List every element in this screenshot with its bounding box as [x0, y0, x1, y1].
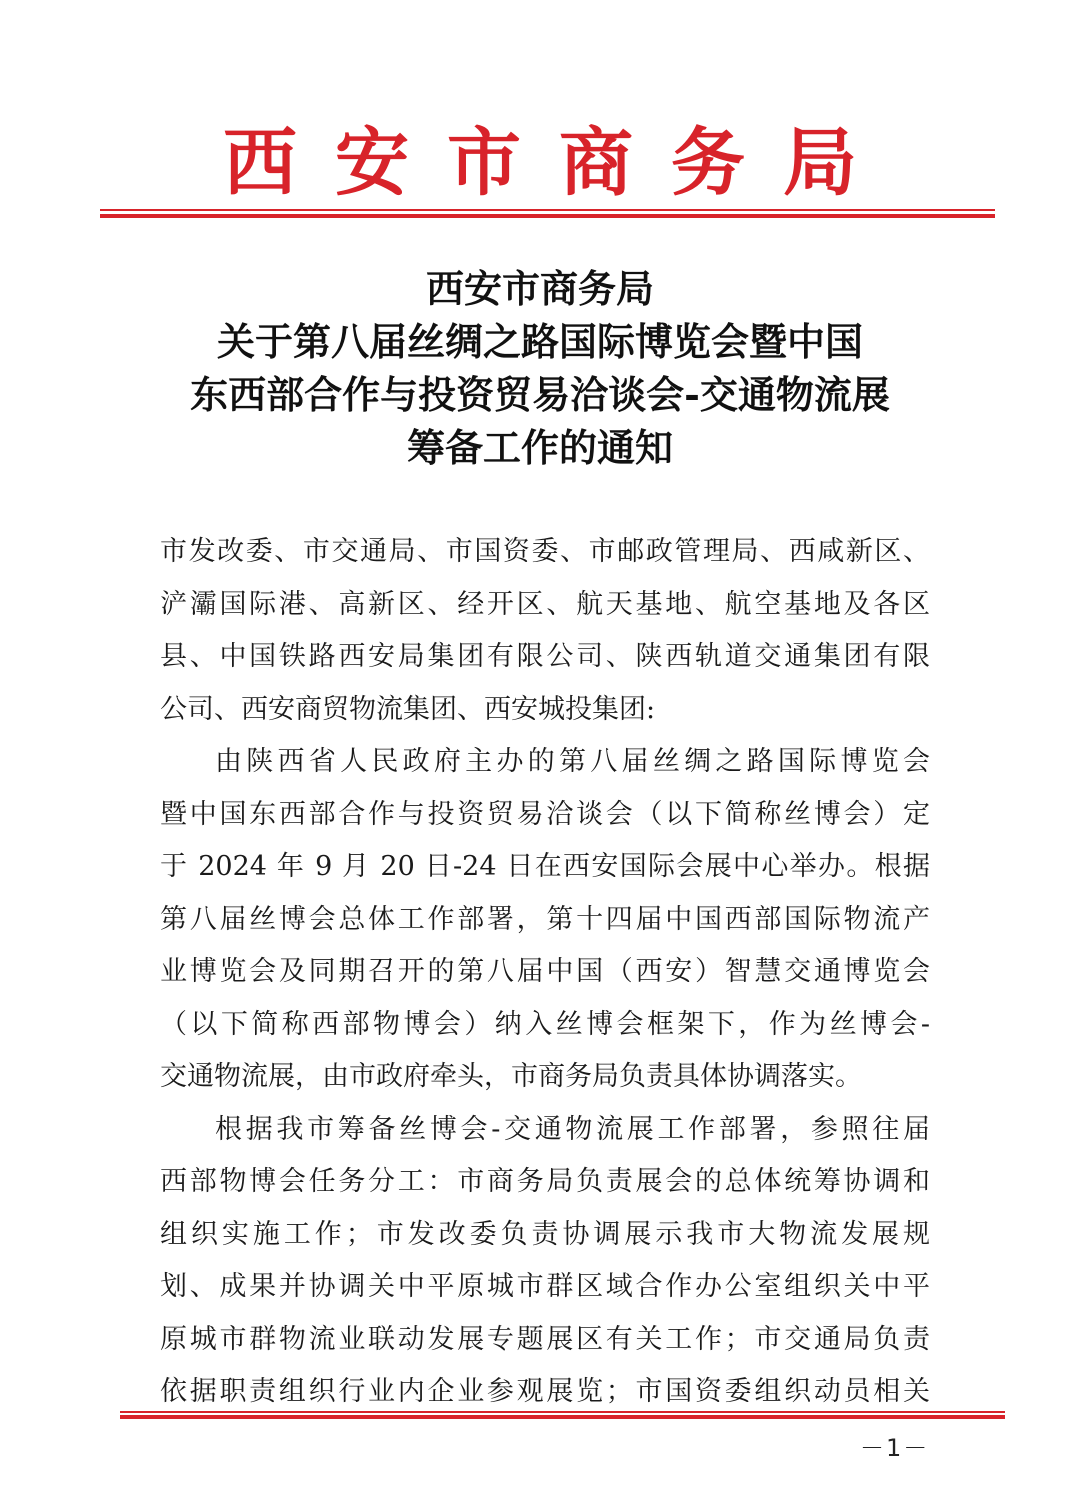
page-number: －1－: [860, 1434, 930, 1462]
title-line-3: 东西部合作与投资贸易洽谈会-交通物流展: [190, 372, 890, 417]
paragraph-1-line-4: 第八届丝博会总体工作部署，第十四届中国西部国际物流产: [160, 903, 930, 935]
paragraph-2-line-6: 依据职责组织行业内企业参观展览；市国资委组织动员相关: [160, 1376, 930, 1407]
paragraph-2-line-2: 西部物博会任务分工：市商务局负责展会的总体统筹协调和: [160, 1166, 930, 1197]
paragraph-2-line-1: 根据我市筹备丝博会-交通物流展工作部署，参照往届: [215, 1113, 930, 1145]
addressee-line-3: 县、中国铁路西安局集团有限公司、陕西轨道交通集团有限: [160, 641, 930, 672]
paragraph-2-line-4: 划、成果并协调关中平原城市群区域合作办公室组织关中平: [160, 1271, 930, 1302]
document-title: [0, 262, 1080, 474]
addressee-line-4: 公司、西安商贸物流集团、西安城投集团:: [160, 693, 656, 725]
letterhead-rule-thin: [100, 209, 995, 211]
title-line-4: 筹备工作的通知: [406, 425, 673, 470]
paragraph-1-line-1: 由陕西省人民政府主办的第八届丝绸之路国际博览会: [215, 746, 930, 777]
paragraph-1-line-3: 于 2024 年 9 月 20 日-24 日在西安国际会展中心举办。根据: [160, 851, 930, 882]
addressee-line-2: 浐灞国际港、高新区、经开区、航天基地、航空基地及各区: [160, 588, 930, 620]
paragraph-1-line-5: 业博览会及同期召开的第八届中国（西安）智慧交通博览会: [160, 956, 930, 987]
footer-rule-thin: [120, 1411, 1005, 1413]
title-line-2: 关于第八届丝绸之路国际博览会暨中国: [216, 319, 863, 364]
letterhead-rule-thick: [100, 214, 995, 218]
document-body: [160, 526, 930, 1419]
addressee-line-1: 市发改委、市交通局、市国资委、市邮政管理局、西咸新区、: [160, 536, 930, 567]
paragraph-1-line-2: 暨中国东西部合作与投资贸易洽谈会（以下简称丝博会）定: [160, 798, 930, 830]
footer-rule-thick: [120, 1415, 1005, 1419]
title-line-1: 西安市商务局: [425, 266, 654, 311]
letterhead-title: 西安市商务局: [223, 120, 895, 206]
paragraph-2-line-3: 组织实施工作；市发改委负责协调展示我市大物流发展规: [160, 1218, 930, 1250]
paragraph-2-line-5: 原城市群物流业联动发展专题展区有关工作；市交通局负责: [160, 1323, 930, 1355]
paragraph-1-line-6: （以下简称西部物博会）纳入丝博会框架下，作为丝博会-: [160, 1008, 930, 1040]
paragraph-1-line-7: 交通物流展，由市政府牵头，市商务局负责具体协调落实。: [160, 1061, 862, 1092]
